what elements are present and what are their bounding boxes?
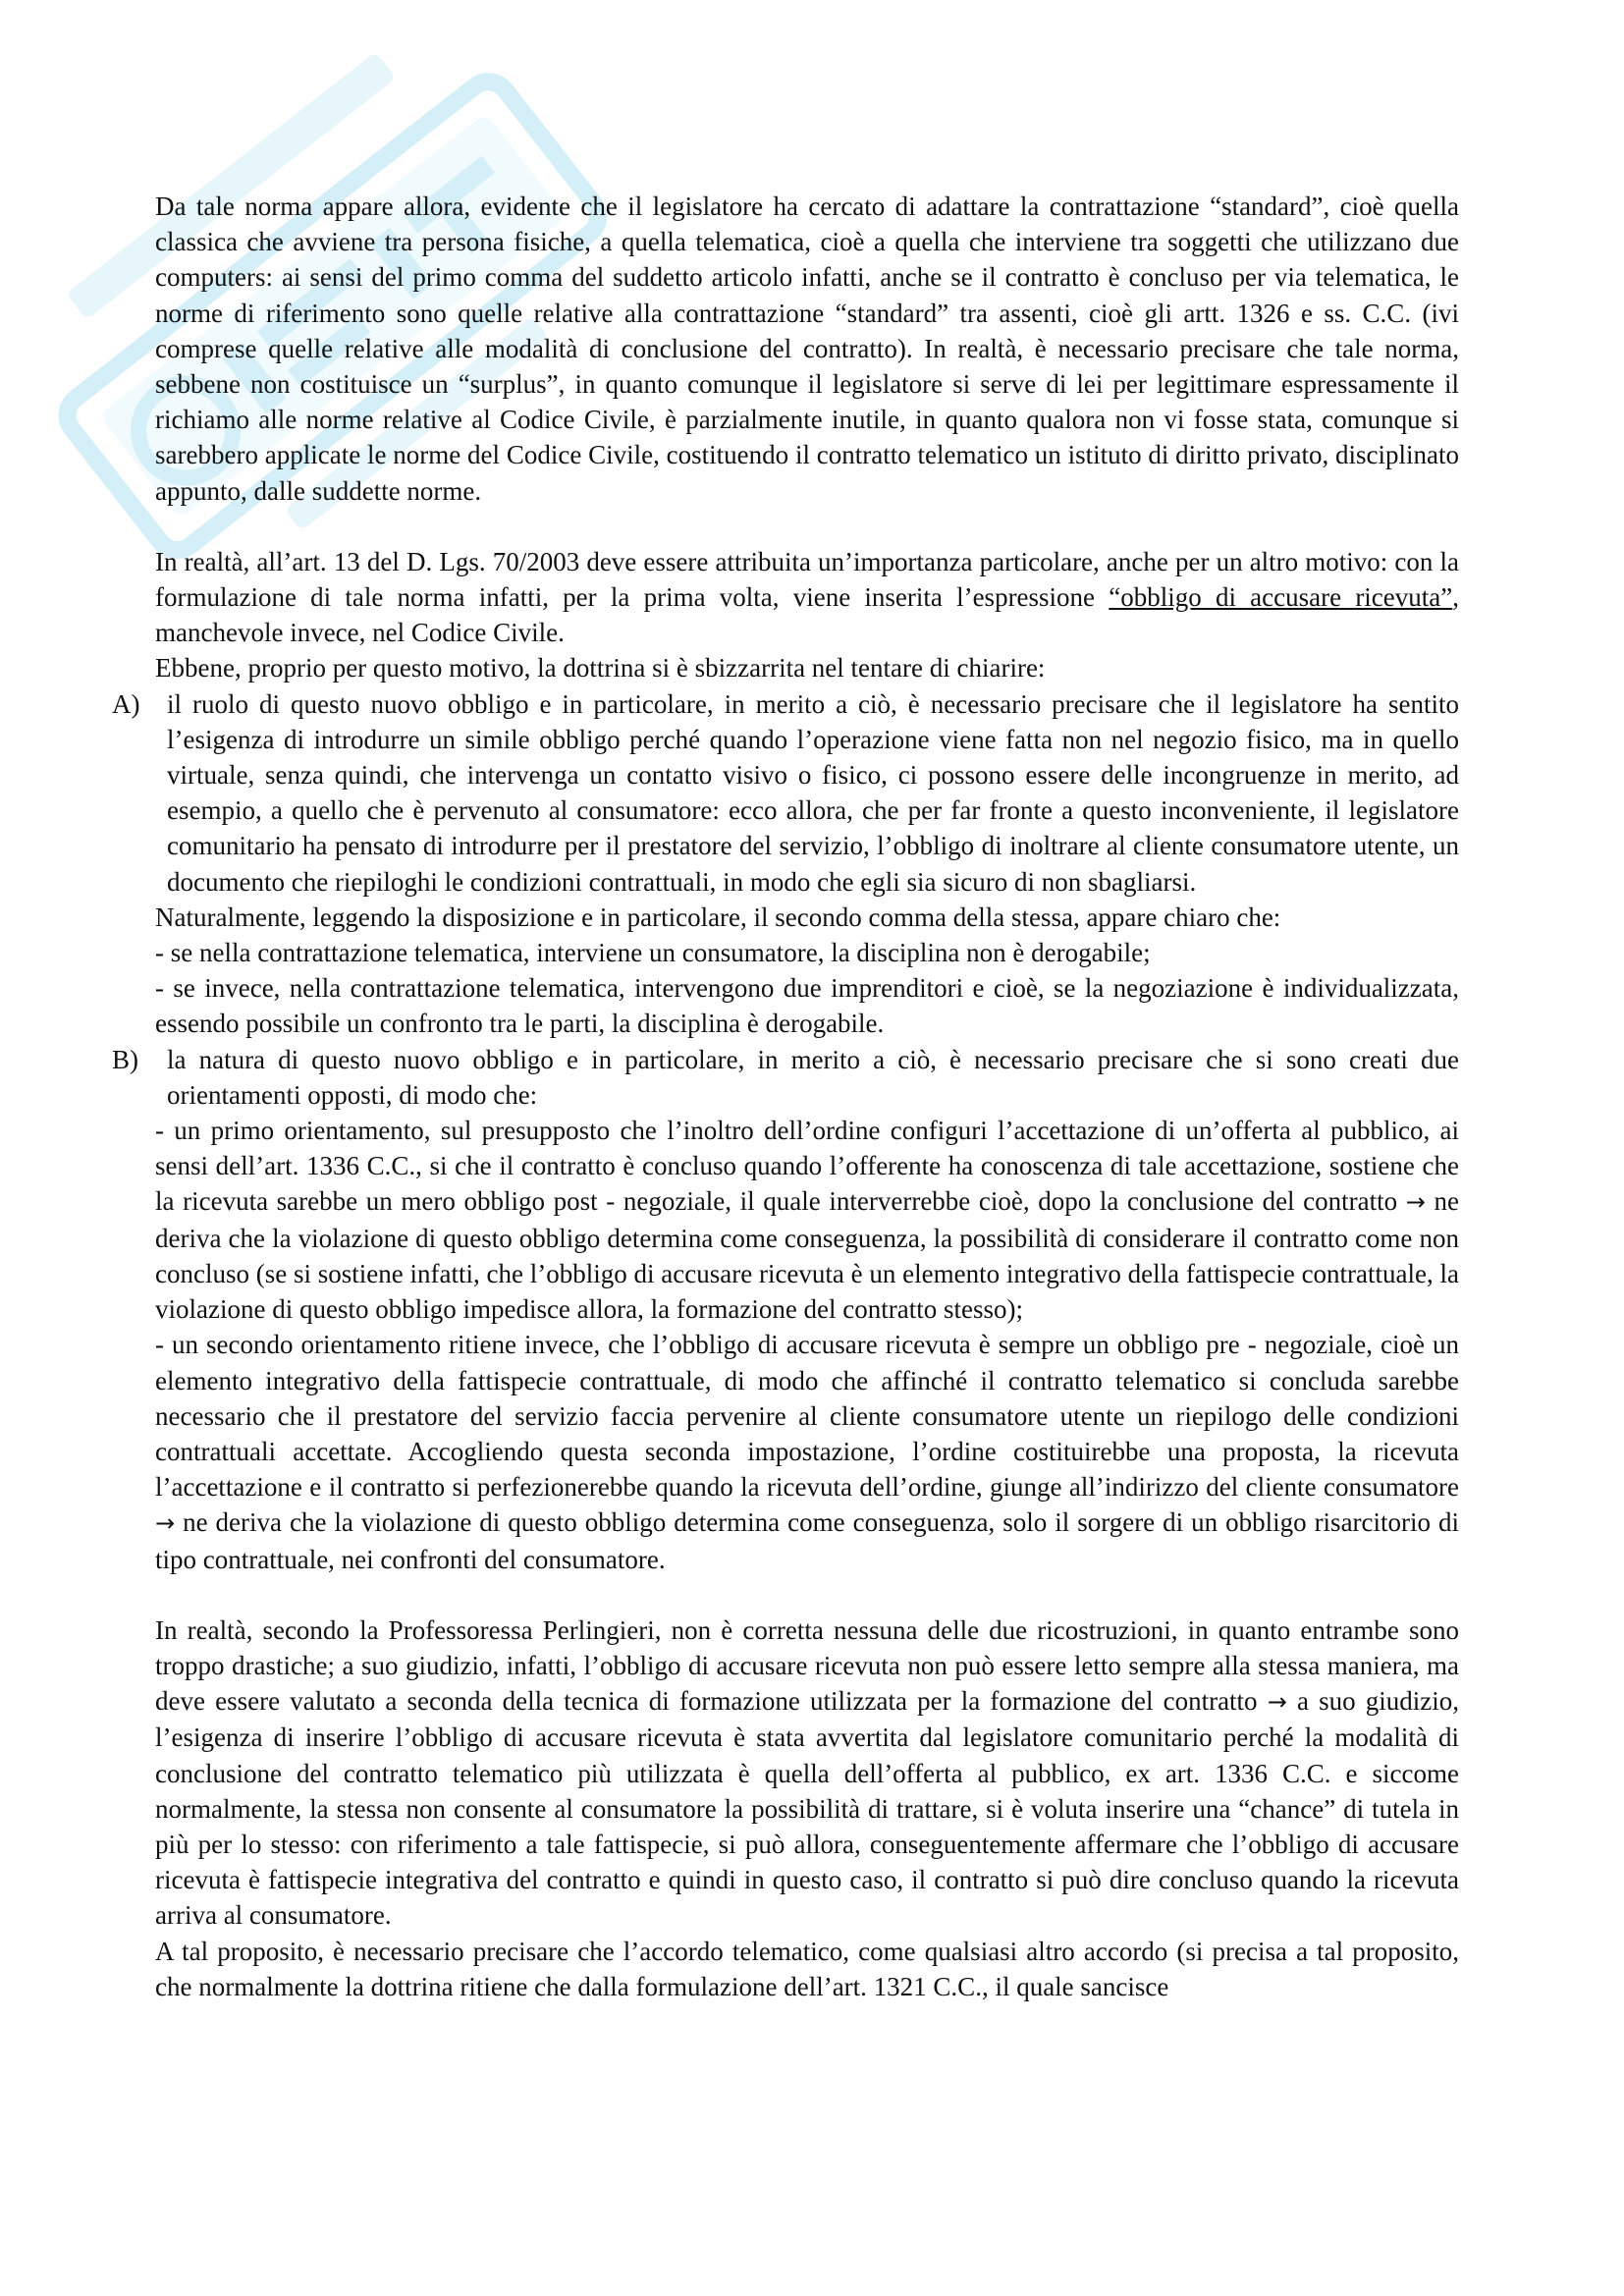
paragraph-5-end: a suo giudizio, l’esigenza di inserire l’obbligo di accusare ricevuta è stata avvertita dal legislatore comunitario perché la modalità di conclusione del contratto telematico più utilizzata è quella dell’offerta al pubblico, ex art. 1336 C.C. e siccome normalmente, la stessa non consente al consumatore la possibilità di trattare, si è voluta inserire una “chance” di tutela in più per lo stesso: con riferimento a tale fattispecie, si può allora, conseguentemente affermare che l’obbligo di accusare ricevuta è fattispecie integrativa del contratto e quindi in questo caso, il contratto si può dire concluso quando la ricevuta arriva al consumatore.	[155, 1686, 1460, 1931]
list-marker-b: B)	[112, 1044, 138, 1074]
arrow-right-icon: →	[155, 1509, 176, 1538]
dash-item-4	[155, 1327, 1459, 1576]
dash-item-4-end: ne deriva che la violazione di questo obbligo determina come conseguenza, solo il sorgere di un obbligo risarcitorio di tipo contrattuale, nei confronti del consumatore.	[155, 1507, 1459, 1574]
dash-item-3	[155, 1113, 1459, 1327]
underlined-phrase: “obbligo di accusare ricevuta”	[1109, 582, 1453, 613]
list-item-b	[112, 1042, 1459, 1113]
paragraph-2	[155, 544, 1459, 651]
list-item-a-text: il ruolo di questo nuovo obbligo e in particolare, in merito a ciò, è necessario precisare che il legislatore ha sentito l’esigenza di introdurre un simile obbligo perché quando l’operazione viene fatta non nel negozio fisico, ma in quello virtuale, senza quindi, che intervenga un contatto visivo o fisico, ci possono essere delle incongruenze in merito, ad esempio, a quello che è pervenuto al consumatore: ecco allora, che per far fronte a questo inconveniente, il legislatore comunitario ha pensato di introdurre per il prestatore del servizio, l’obbligo di inoltrare al cliente consumatore utente, un documento che riepiloghi le condizioni contrattuali, in modo che egli sia sicuro di non sbagliarsi.	[167, 688, 1459, 897]
paragraph-4: Naturalmente, leggendo la disposizione e in particolare, il secondo comma della stessa, appare chiaro che:	[155, 902, 1281, 932]
dash-item-2: - se invece, nella contrattazione telematica, intervengono due imprenditori e cioè, se la negoziazione è individualizzata, essendo possibile un confronto tra le parti, la disciplina è derogabile.	[155, 973, 1459, 1039]
document-page	[112, 189, 1460, 2004]
arrow-right-icon: →	[1267, 1688, 1287, 1717]
paragraph-1: Da tale norma appare allora, evidente che il legislatore ha cercato di adattare la contrattazione “standard”, cioè quella classica che avviene tra persona fisiche, a quella telematica, cioè a quella che interviene tra soggetti che utilizzano due computers: ai sensi del primo comma del suddetto articolo infatti, anche se il contratto è concluso per via telematica, le norme di riferimento sono quelle relative alla contrattazione “standard” tra assenti, cioè gli artt. 1326 e ss. C.C. (ivi comprese quelle relative alle modalità di conclusione del contratto). In realtà, è necessario precisare che tale norma, sebbene non costituisce un “surplus”, in quanto comunque il legislatore si serve di lei per legittimare espressamente il richiamo alle norme relative al Codice Civile, è parzialmente inutile, in quanto qualora non vi fosse stata, comunque si sarebbero applicate le norme del Codice Civile, costituendo il contratto telematico un istituto di diritto privato, disciplinato appunto, dalle suddette norme.	[155, 191, 1459, 506]
list-item-a	[112, 686, 1459, 900]
paragraph-5	[155, 1613, 1459, 1934]
paragraph-6: A tal proposito, è necessario precisare che l’accordo telematico, come qualsiasi altro accordo (si precisa a tal proposito, che normalmente la dottrina ritiene che dalla formulazione dell’art. 1321 C.C., il quale sancisce	[155, 1936, 1459, 2001]
list-marker-a: A)	[112, 688, 140, 719]
paragraph-5-text: In realtà, secondo la Professoressa Perlingieri, non è corretta nessuna delle due ricostruzioni, in quanto entrambe sono troppo drastiche; a suo giudizio, infatti, l’obbligo di accusare ricevuta non può essere letto sempre alla stessa maniera, ma deve essere valutato a seconda della tecnica di formazione utilizzata per la formazione del contratto	[155, 1614, 1459, 1717]
paragraph-2-end: , manchevole invece, nel Codice Civile.	[155, 582, 1459, 648]
paragraph-3: Ebbene, proprio per questo motivo, la dottrina si è sbizzarrita nel tentare di chiarire:	[155, 653, 1046, 683]
dash-item-3-text: - un primo orientamento, sul presupposto che l’inoltro dell’ordine configuri l’accettazione di un’offerta al pubblico, ai sensi dell’art. 1336 C.C., si che il contratto è concluso quando l’offerente ha conoscenza di tale accettazione, sostiene che la ricevuta sarebbe un mero obbligo post - negoziale, il quale interverrebbe cioè, dopo la conclusione del contratto	[155, 1116, 1459, 1217]
arrow-right-icon: →	[1405, 1188, 1426, 1217]
list-item-b-text: la natura di questo nuovo obbligo e in particolare, in merito a ciò, è necessario precisare che si sono creati due orientamenti opposti, di modo che:	[167, 1044, 1459, 1110]
dash-item-1: - se nella contrattazione telematica, interviene un consumatore, la disciplina non è derogabile;	[155, 938, 1151, 968]
dash-item-4-text: - un secondo orientamento ritiene invece, che l’obbligo di accusare ricevuta è sempre un obbligo pre - negoziale, cioè un elemento integrativo della fattispecie contrattuale, di modo che affinché il contratto telematico si concluda sarebbe necessario che il prestatore del servizio faccia pervenire al cliente consumatore utente un riepilogo delle condizioni contrattuali accettate. Accogliendo questa seconda impostazione, l’ordine costituirebbe una proposta, la ricevuta l’accettazione e il contratto si perfezionerebbe quando la ricevuta dell’ordine, giunge all’indirizzo del cliente consumatore	[155, 1330, 1459, 1503]
dash-item-3-end: ne deriva che la violazione di questo obbligo determina come conseguenza, la possibilità di considerare il contratto come non concluso (se si sostiene infatti, che l’obbligo di accusare ricevuta è un elemento integrativo della fattispecie contrattuale, la violazione di questo obbligo impedisce allora, la formazione del contratto stesso);	[155, 1186, 1459, 1325]
paragraph-2-text: In realtà, all’art. 13 del D. Lgs. 70/2003 deve essere attribuita un’importanza particolare, anche per un altro motivo: con la formulazione di tale norma infatti, per la prima volta, viene inserita l’espressione	[155, 546, 1459, 613]
